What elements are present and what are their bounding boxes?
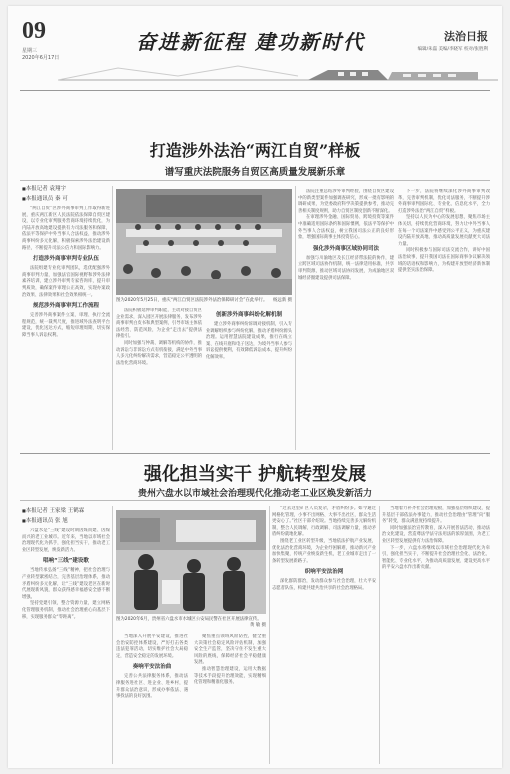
community-photo-image <box>116 510 266 614</box>
weekday: 星期三 <box>22 48 38 54</box>
conference-photo-image <box>116 189 292 295</box>
photo-caption-text: 图为2020年5月25日，重庆“两江自贸区法院涉外法治保障研讨会”在此举行。 <box>116 298 268 303</box>
article-2-photo-caption <box>116 617 266 629</box>
byline-reporter: ■ 本报记者 王家梁 王鹤霖 <box>22 506 112 516</box>
page-number: 09 <box>22 18 46 44</box>
photo-caption-text: 图为2020年6月，贵州省六盘水市水城区公安局民警在社区开展法律宣传。 <box>116 617 262 622</box>
byline-reporter: ■ 本报记者 袁翔宇 <box>22 184 112 194</box>
article-1-photo-caption <box>116 298 292 304</box>
newspaper-logo: 法治日报 <box>444 30 488 43</box>
page-header <box>8 6 502 98</box>
article-1-column-2: 法院积极延伸审判职能，主动对接自贸区企业需求，深入园区开展法律服务，发布涉外商事审判白皮书和典型案例，引导市场主体依法经营、防范风险，为企业“走出去”提供法律指引。 同时加强与仲裁、调解等机构的协作，推动诉讼与非诉讼方式有机衔接，满足中外当事人多元化纠纷解决需求，营造稳定公平透明的法治化营商环境。 <box>116 308 202 366</box>
article-1-byline <box>22 184 112 204</box>
article-2-subtitle: 贵州六盘水以市域社会治理现代化推动老工业区焕发新活力 <box>137 489 372 499</box>
photo-credit: 杨远新 摄 <box>273 298 292 303</box>
article-2-column-2: 当地深入开展平安建设，推进社会治安防控体系建设，严厉打击各类违法犯罪活动，切实维护社会大局稳定，营造安全稳定的发展环境。 奏响平安法治曲 完善公共法律服务体系，推动法律服务进社区、进企业、进乡村，提升群众法治意识，形成办事依法、遇事找法的良好氛围。 <box>116 634 188 700</box>
article-1-column-1: “两江自贸”区涉外商事审判工作取得新进展，重庆两江新区人民法院依法保障自贸区建设，以专业化审判服务营商环境持续优化，为内陆开放高地建设提供有力司法服务和保障，依法平等保护中外当事人合法权益，推动涉外商事纠纷多元化解，积极探索涉外法治建设新路径，不断提升司法公信力和国际影响力。 打造涉外商事审判专业队伍 法院组建专业化审判团队，选优配强涉外商事审判力量，加强法官国际视野和涉外法律素养培训，建立涉外审判专家咨询库，提升审判质效，确保案件审理公正高效，实现办案政治效果、法律效果和社会效果相统一。 规范涉外商事审判工作流程 完善涉外商事案件立案、审理、执行全流程规范，统一裁判尺度，推进域外法查明平台建设，优化送达方式，缩短审理周期，切实保障当事人诉讼权利。 <box>22 206 110 338</box>
section-head: 打造涉外商事审判专业队伍 <box>32 256 99 263</box>
column-divider <box>379 506 380 764</box>
column-divider <box>269 506 270 764</box>
article-2-byline <box>22 506 112 526</box>
page-banner: 奋进新征程 建功新时代 <box>136 30 365 54</box>
section-head: 规范涉外商事审判工作流程 <box>32 303 99 310</box>
article-1-column-4: 法院注重总结涉外审判经验，围绕自贸区建设中的新类型案件加强调查研究，形成一批有影响的调研成果，为党委政府科学决策提供参考，推动完善相关制度规则，助力自贸区制度创新不断深化。 在审理涉外金融、国际贸易、跨境投资等案件中准确适用国际条约和国际惯例，依法平等保护中外当事人合法权益，树立我国司法公正的良好形象，增强国际商事主体投资信心。 强化涉外商事区域协同司法 加强与川渝地区及长江经济带法院的协作，建立跨区域司法协作机制，统一法律适用标准，共享审判资源，推动区域司法协同发展，为成渝地区双城经济圈建设提供司法保障。 <box>298 189 394 281</box>
page-meta <box>22 48 59 62</box>
column-divider <box>295 186 296 450</box>
article-1-column-5: 下一步，法院将继续深化涉外商事审判改革，完善审判机制，优化司法服务，不断提升涉外商事审判国际化、专业化、信息化水平，全力打造涉外法治“两江自贸”样板。 坚持以人民为中心的发展思想，聚焦市场主体关切，持续优化营商环境，努力让中外当事人在每一个司法案件中感受到公平正义，为重庆建设内陆开放高地、推动高质量发展贡献更大司法力量。 同时积极参与国际司法交流合作，讲好中国法治故事，提升我国司法在国际商事争议解决领域的话语权和影响力，为构建开放型经济新体制提供坚实法治保障。 <box>398 189 490 274</box>
article-1-title: 打造涉外法治“两江自贸”样板 <box>149 141 361 160</box>
editors-line: 编辑/朱磊 美编/李晓军 校对/张胜利 <box>417 47 488 52</box>
article-2-divider <box>20 500 490 501</box>
newspaper-page <box>8 6 502 768</box>
article-1-column-3: 创新涉外商事纠纷化解机制 建立涉外商事纠纷诉调对接机制，引入专业调解组织参与纠纷化解，推动矛盾纠纷源头治理。运用智慧法院建设成果，推行在线立案、在线开庭和电子送达，为境外当事人参与诉讼提供便利，有效降低诉讼成本，提升纠纷化解效率。 <box>206 312 292 360</box>
train-banner-graphic <box>58 62 498 84</box>
header-divider <box>20 90 490 91</box>
column-divider <box>112 186 113 450</box>
article-2-column-5: 当地着力补齐社会治理短板，加强基层组织建设，提升基层干部依法办事能力，推动社会治理由“管理”向“服务”转变，群众满意度持续提升。 同时加强法治宣传教育，深入开展普法活动，推动法治文化建设，营造尊法学法守法用法的浓厚氛围，为老工业区转型发展提供有力法治保障。 下一步，六盘水将继续以市域社会治理现代化为牵引，强化担当实干，不断提升社会治理社会化、法治化、智能化、专业化水平，为推动高质量发展、建设更高水平的平安六盘水作出新贡献。 <box>382 506 490 571</box>
article-1-divider <box>20 180 490 181</box>
article-1-subtitle: 谱写重庆法院服务自贸区高质量发展新乐章 <box>164 167 346 178</box>
article-1-photo <box>116 189 292 295</box>
section-head: 织响平安法治网 <box>304 569 344 576</box>
section-head: 奏响平安法治曲 <box>132 664 172 671</box>
section-head: 创新涉外商事纠纷化解机制 <box>215 312 282 318</box>
byline-correspondent: ■ 本报通讯员 秦 可 <box>22 194 112 204</box>
section-head: 强化涉外商事区域协同司法 <box>312 245 379 252</box>
issue-date: 2020年6月17日 <box>22 55 60 61</box>
byline-correspondent: ■ 本报通讯员 张 旭 <box>22 516 112 526</box>
article-2-column-4: “过去这里矿区人员复杂，矛盾纠纷多。如今通过网格化管理，小事不出网格、大事不出社区，群众生活更安心了。”社区干部介绍说。当地持续完善多元解纷机制，整合人民调解、行政调解、司法调解力量，推动矛盾纠纷就地化解。 围绕老工业区转型升级，当地依法护航产业发展，优化法治化营商环境，为企业纾困解难，推动新兴产业加快集聚，传统产业焕发新生机，老工业城市走出了一条转型发展新路子。 织响平安法治网 深化群防群治，发动群众参与社会治理，壮大平安志愿者队伍，构建共建共治共享的社会治理格局。 <box>272 506 376 591</box>
article-2-title: 强化担当实干 护航转型发展 <box>143 464 367 485</box>
photo-credit: 黄 敏 摄 <box>250 623 266 628</box>
article-2-photo <box>116 510 266 614</box>
article-2-column-3: 聚焦重点领域风险防控，健全重大决策社会稳定风险评估机制，加强安全生产监管，坚决守住不发生重大风险的底线，保障经济社会平稳健康发展。 推动智慧治理建设，运用大数据等技术手段提升治理效能，实现精细化管理和精准化服务。 <box>194 634 266 686</box>
column-divider <box>112 506 113 764</box>
article-2-top-divider <box>20 453 490 454</box>
article-2-column-1: 六盘水是“三线”建设时期因煤而建、因煤而兴的老工业城市。近年来，当地以市域社会治理现代化为抓手，强化担当实干，推动老工业区转型发展，焕发新活力。 唱响“三线”建设歌 当地传承弘扬“三线”精神，把社会治理与产业转型紧密结合，完善基层治理体系，推动矛盾纠纷多元化解，让“三线”建设老区在新时代展现新风貌，群众获得感幸福感安全感不断增强。 坚持党建引领，整合资源力量，建立网格化管理服务机制，推动社会治理重心向基层下移，实现服务群众“零距离”。 <box>22 528 110 620</box>
section-head: 唱响“三线”建设歌 <box>43 558 89 565</box>
